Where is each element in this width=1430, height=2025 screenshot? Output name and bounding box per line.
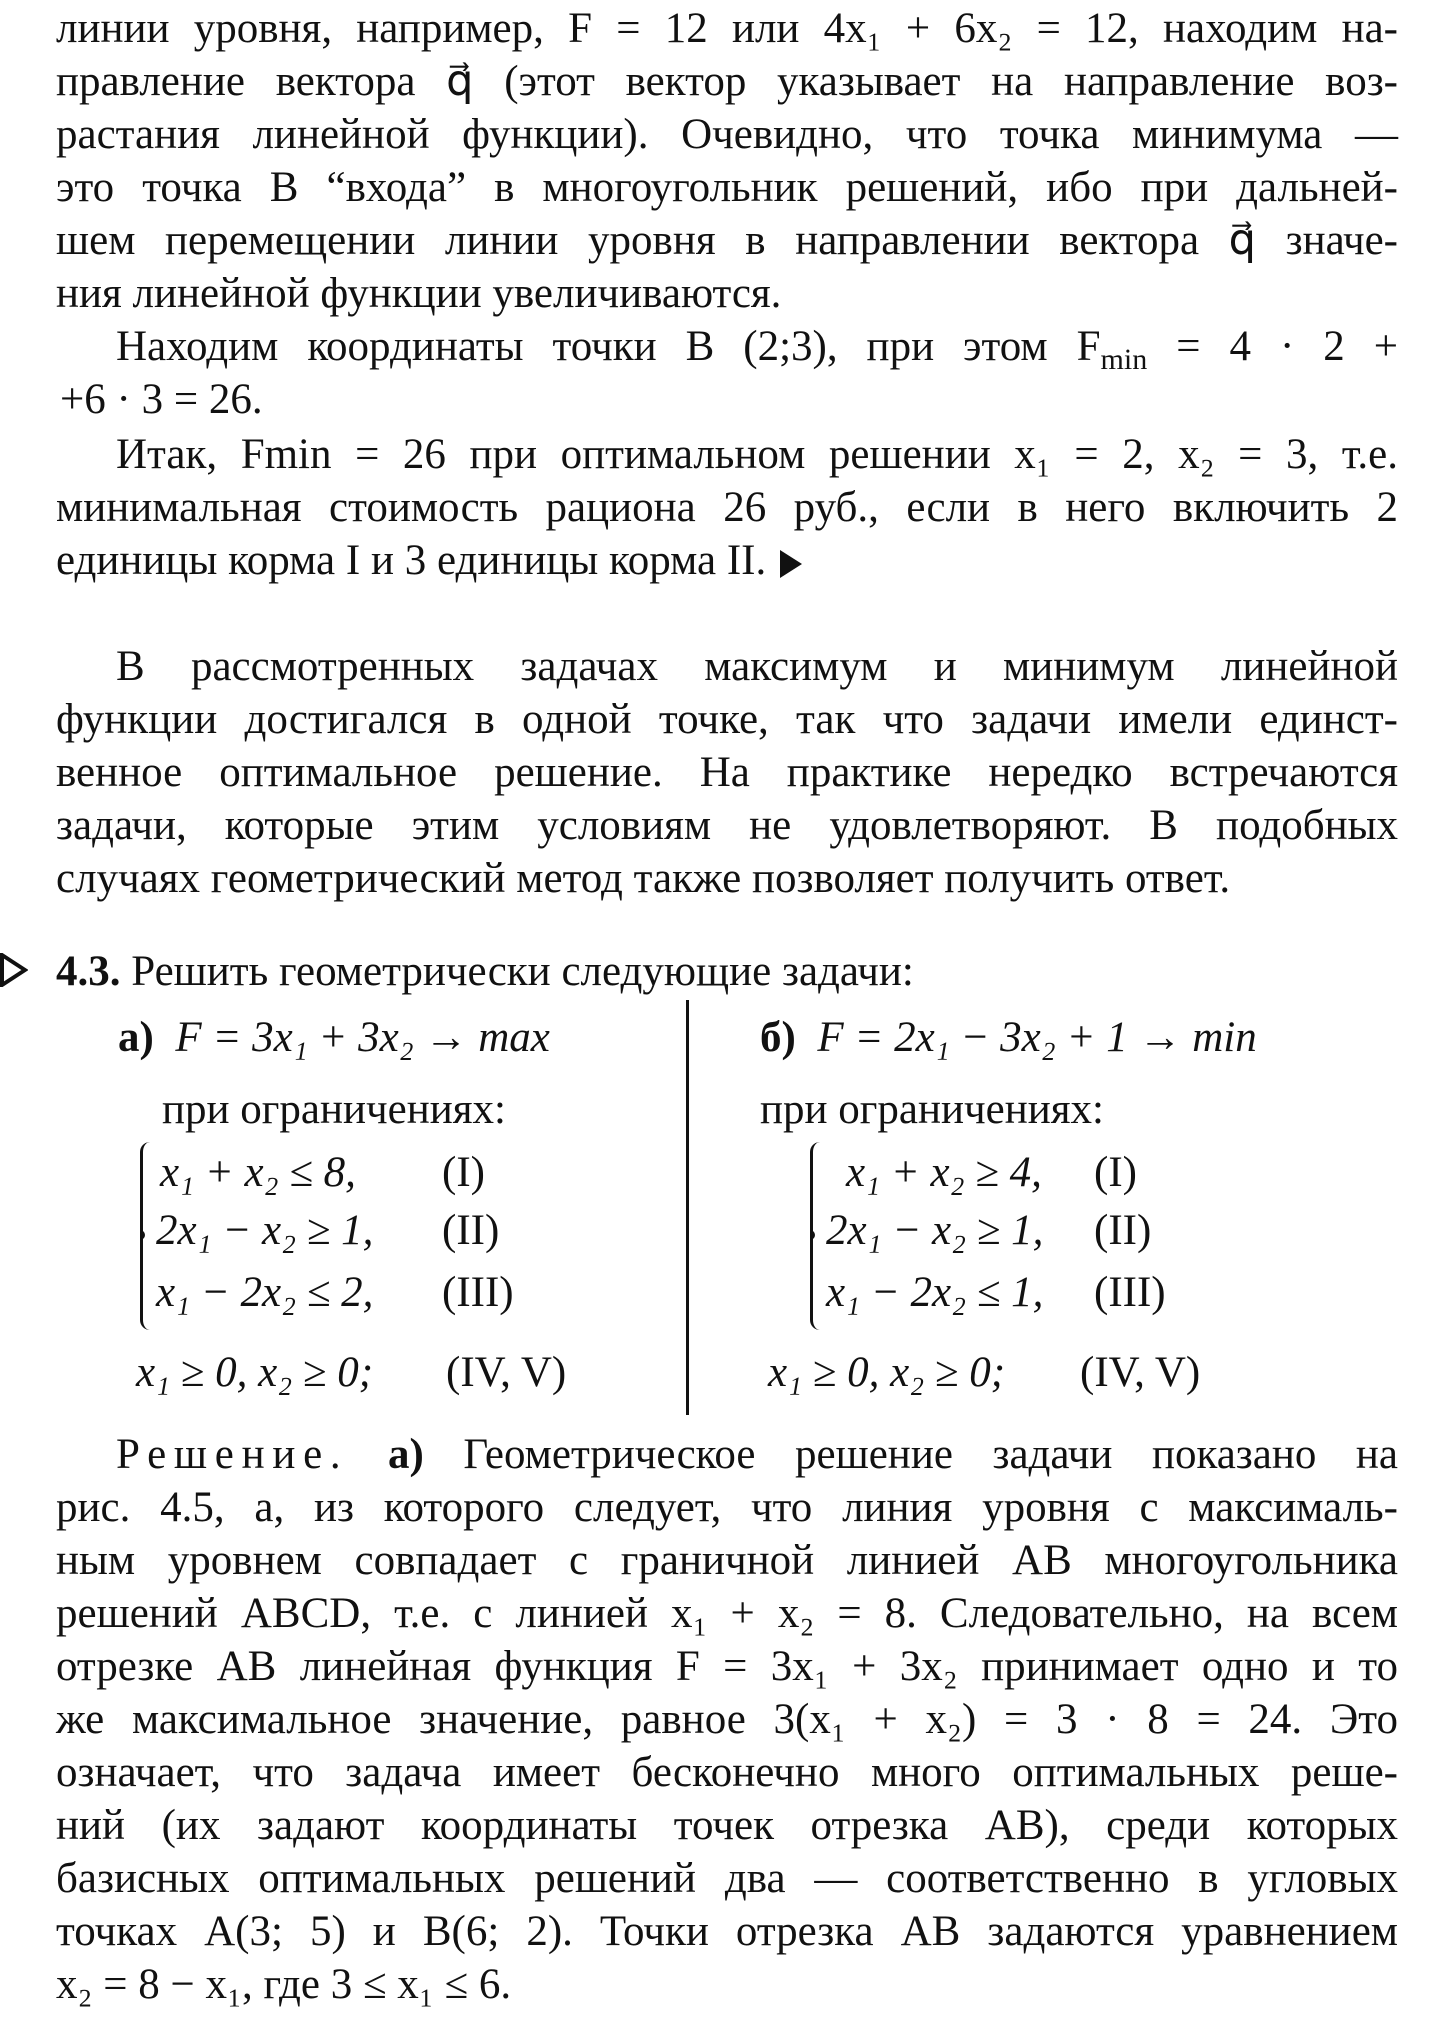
text-line: задачи, которые этим условиям не удовлетворяют. В подобных bbox=[56, 802, 1398, 849]
objective-b: б) F = 2x₁ − 3x₂ + 1 → min bbox=[760, 1014, 1257, 1061]
system-brace-b bbox=[810, 1142, 827, 1330]
constraints-label-b: при ограничениях: bbox=[760, 1086, 1104, 1133]
text-line: Находим координаты точки B (2;3), при этом $F_{min} = 4 \cdot 2$ + bbox=[116, 323, 1398, 377]
constraint-a-2: 2x₁ − x₂ ≥ 1, (II) bbox=[156, 1207, 500, 1254]
text-line: шем перемещении линии уровня в направлении вектора q⃗ значе- bbox=[56, 217, 1398, 264]
text-line: отрезке AB линейная функция F = 3x₁ + 3x₂ принимает одно и то bbox=[56, 1643, 1398, 1690]
constraint-a-1: x₁ + x₂ ≤ 8, (I) bbox=[160, 1149, 485, 1196]
text-line: венное оптимальное решение. На практике нередко встречаются bbox=[56, 749, 1398, 796]
text-line: растания линейной функции). Очевидно, что точка минимума — bbox=[56, 111, 1398, 158]
system-brace-a bbox=[140, 1142, 157, 1330]
constraints-label-a: при ограничениях: bbox=[162, 1086, 506, 1133]
problem-statement: Решить геометрически следующие задачи: bbox=[131, 948, 914, 995]
result-paragraph bbox=[56, 428, 1398, 587]
discussion-paragraph bbox=[56, 640, 1398, 905]
solution-paragraph bbox=[56, 1428, 1398, 2011]
column-divider bbox=[686, 1000, 689, 1415]
text-line: правление вектора q⃗ (этот вектор указывает на направление воз- bbox=[56, 58, 1398, 105]
text-line: это точка B “входа” в многоугольник решений, ибо при дальней- bbox=[56, 164, 1398, 211]
text-line: x₂ = 8 − x₁, где 3 ≤ x₁ ≤ 6. bbox=[56, 1961, 512, 2008]
solution-label: Решение. bbox=[116, 1431, 349, 1478]
problem-start-icon bbox=[0, 953, 28, 987]
constraint-b-2: 2x₁ − x₂ ≥ 1, (II) bbox=[826, 1207, 1152, 1254]
constraint-b-1: x₁ + x₂ ≥ 4, (I) bbox=[846, 1149, 1137, 1196]
text-line: функции достигался в одной точке, так что задачи имели единст- bbox=[56, 696, 1398, 743]
text-line: линии уровня, например, F = 12 или 4x₁ + 6x₂ = 12, находим на- bbox=[56, 5, 1398, 52]
text-line: ний (их задают координаты точек отрезка AB), среди которых bbox=[56, 1802, 1398, 1849]
text-line: минимальная стоимость рациона 26 руб., если в него включить 2 bbox=[56, 484, 1398, 531]
text-line: Решение. а) Геометрическое решение задачи показано на bbox=[116, 1431, 1398, 1478]
nonneg-a: x₁ ≥ 0, x₂ ≥ 0; (IV, V) bbox=[136, 1349, 567, 1396]
text-line: же максимальное значение, равное 3(x₁ + x₂) = 3 · 8 = 24. Это bbox=[56, 1696, 1398, 1743]
problem-heading bbox=[56, 945, 914, 998]
text-line: означает, что задача имеет бесконечно много оптимальных реше- bbox=[56, 1749, 1398, 1796]
nonneg-b: x₁ ≥ 0, x₂ ≥ 0; (IV, V) bbox=[768, 1349, 1201, 1396]
text-line: единицы корма I и 3 единицы корма II. bbox=[56, 534, 1398, 587]
intro-paragraph bbox=[56, 2, 1398, 320]
objective-a: а) F = 3x₁ + 3x₂ → max bbox=[118, 1014, 550, 1061]
text-line: +6 · 3 = 26. bbox=[60, 376, 263, 423]
text-line: рис. 4.5, а, из которого следует, что линия уровня с максималь- bbox=[56, 1484, 1398, 1531]
text-line: точках A(3; 5) и B(6; 2). Точки отрезка AB задаются уравнением bbox=[56, 1908, 1398, 1955]
text-line: ния линейной функции увеличиваются. bbox=[56, 270, 782, 317]
text-line: В рассмотренных задачах максимум и минимум линейной bbox=[116, 643, 1398, 690]
constraint-a-3: x₁ − 2x₂ ≤ 2, (III) bbox=[156, 1269, 514, 1316]
constraint-b-3: x₁ − 2x₂ ≤ 1, (III) bbox=[826, 1269, 1166, 1316]
text-line: базисных оптимальных решений два — соответственно в угловых bbox=[56, 1855, 1398, 1902]
text-line: решений ABCD, т.е. с линией x₁ + x₂ = 8. Следовательно, на всем bbox=[56, 1590, 1398, 1637]
text-line: Итак, Fmin = 26 при оптимальном решении x₁ = 2, x₂ = 3, т.е. bbox=[116, 431, 1398, 478]
end-of-solution-icon bbox=[780, 550, 802, 578]
text-line: ным уровнем совпадает с граничной линией AB многоугольника bbox=[56, 1537, 1398, 1584]
coords-paragraph bbox=[56, 320, 1398, 426]
problem-number: 4.3. bbox=[56, 948, 121, 995]
text-line: случаях геометрический метод также позволяет получить ответ. bbox=[56, 855, 1231, 902]
